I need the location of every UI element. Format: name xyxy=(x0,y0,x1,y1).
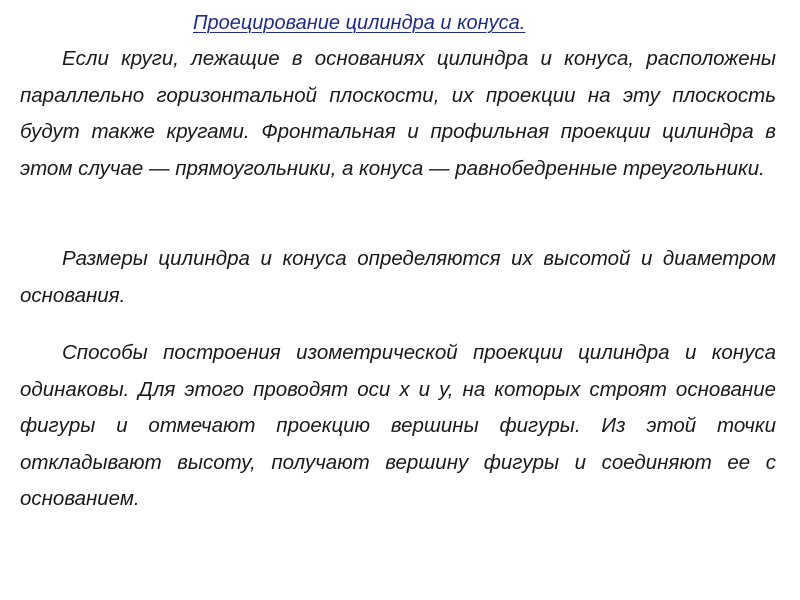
paragraph-projections: Если круги, лежащие в основаниях цилиндра и конуса, расположены параллельно горизонтальной плоскости, их проекции на эту плоскость будут также кругами. Фронтальная и профильная проекции цилиндра в этом случае — прямоугольники, а конуса — равнобедренные треугольники. xyxy=(20,47,776,180)
paragraph-isometric-construction: Способы построения изометрической проекции цилиндра и конуса одинаковы. Для этого проводят оси x и y, на которых строят основание фигуры и отмечают проекцию вершины фигуры. Из этой точки откладывают высоту, получают вершину фигуры и соединяют ее с основанием. xyxy=(20,341,776,511)
paragraph-dimensions: Размеры цилиндра и конуса определяются их высотой и диаметром основания. xyxy=(20,247,776,307)
slide-title: Проецирование цилиндра и конуса. xyxy=(193,12,526,34)
